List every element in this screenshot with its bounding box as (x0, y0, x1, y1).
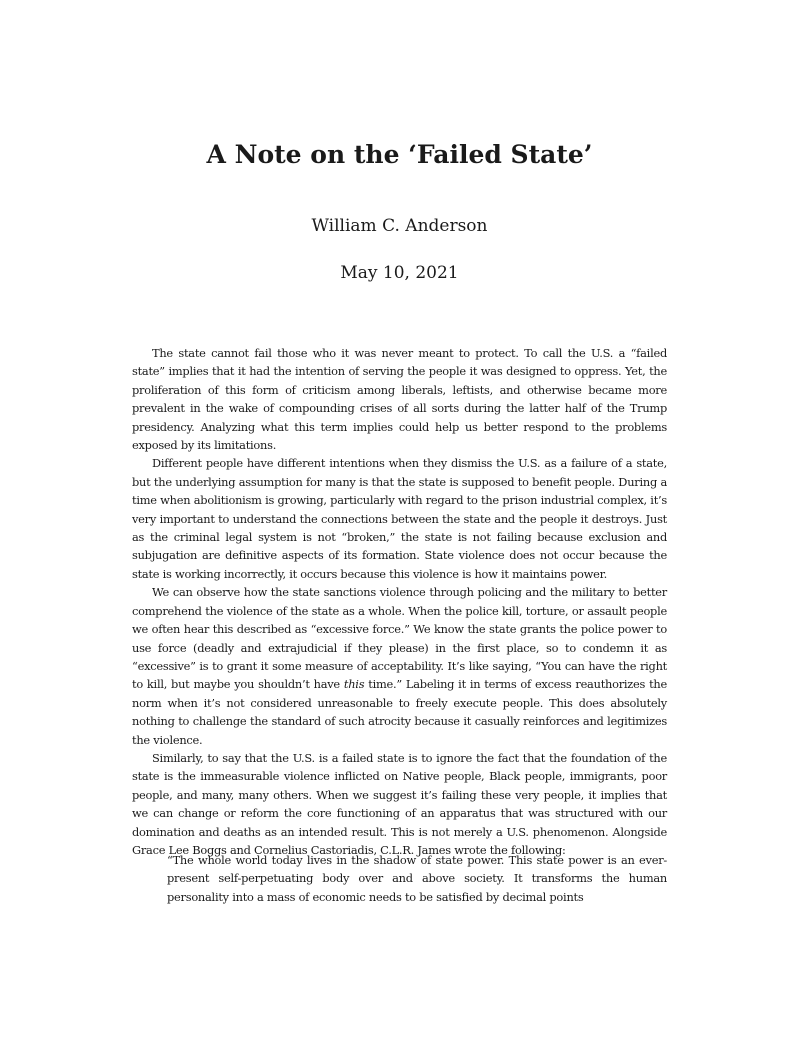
document-title: A Note on the ‘Failed State’ (206, 140, 593, 169)
author-name: William C. Anderson (311, 216, 488, 236)
paragraph-3-emphasis: this (343, 677, 365, 692)
paragraph-1: The state cannot fail those who it was never meant to protect. To call the U.S. a “failed state” implies that it had the intention of serving the people it was designed to oppress. Yet, the proliferation of this form of criticism among liberals, leftists, and otherwise became more prevalent in the wake of compounding crises of all sorts during the latter half of the Trump presidency. Analyzing what this term implies could help us better respond to the problems exposed by its limitations. (132, 346, 667, 453)
publication-date: May 10, 2021 (340, 263, 459, 283)
quote-text: “The whole world today lives in the shadow of state power. This state power is an ever-present self-perpetuating body over and above society. It transforms the human personality into a mass of economic needs to be satisfied by decimal points (167, 853, 667, 904)
paragraph-3-text-before: We can observe how the state sanctions violence through policing and the military to better comprehend the violence of the state as a whole. When the police kill, torture, or assault people we often hear this described as “excessive force.” We know the state grants the police power to use force (deadly and extrajudicial if they please) in the first place, so to condemn it as “excessive” is to grant it some measure of acceptability. It’s like saying, “You can have the right to kill, but maybe you shouldn’t have (132, 585, 667, 692)
paragraph-2: Different people have different intentions when they dismiss the U.S. as a failure of a state, but the underlying assumption for many is that the state is supposed to benefit people. During a time when abolitionism is growing, particularly with regard to the prison industrial complex, it’s very important to understand the connections between the state and the people it destroys. Just as the criminal legal system is not “broken,” the state is not failing because exclusion and subjugation are definitive aspects of its formation. State violence does not occur because the state is working incorrectly, it occurs because this violence is how it maintains power. (132, 456, 667, 581)
paragraph-3 (132, 583, 667, 749)
paragraph-3-text-after: time.” Labeling it in terms of excess reauthorizes the norm when it’s not considered unreasonable to freely execute people. This does absolutely nothing to challenge the standard of such atrocity because it casually reinforces and legitimizes the violence. (132, 677, 667, 747)
block-quote (167, 851, 667, 906)
paragraph-4: Similarly, to say that the U.S. is a failed state is to ignore the fact that the foundation of the state is the immeasurable violence inflicted on Native people, Black people, immigrants, poor people, and many, many others. When we suggest it’s failing these very people, it implies that we can change or reform the core functioning of an apparatus that was structured with our domination and deaths as an intended result. This is not merely a U.S. phenomenon. Alongside Grace Lee Boggs and Cornelius Castoriadis, C.L.R. James wrote the following: (132, 750, 667, 857)
article-body (132, 344, 667, 859)
